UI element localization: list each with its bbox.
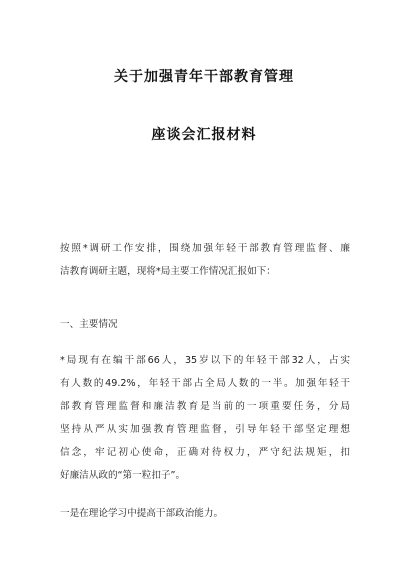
section-heading-text: 一、主要情况 (60, 319, 118, 330)
body-paragraph (60, 349, 350, 487)
document-title-line-1: 关于加强青年干部教育管理 (114, 69, 294, 85)
intro-paragraph (60, 237, 350, 283)
intro-line: 按照*调研工作安排，围绕加强年轻干部教育管理监督、廉 (60, 243, 350, 254)
closing-line: 一是在理论学习中提高干部政治能力。 (60, 508, 224, 519)
body-line: 好廉洁从政的“第一粒扣子”。 (60, 470, 186, 481)
closing-paragraph (60, 502, 350, 525)
body-line: 部教育管理监督和廉洁教育是当前的一项重要任务，分局 (60, 401, 350, 412)
intro-line: 洁教育调研主题，现将*局主要工作情况汇报如下： (60, 266, 276, 277)
body-line: 坚持从严从实加强教育管理监督，引导年轻干部坚定理想 (60, 424, 350, 435)
document-title-line-2: 座谈会汇报材料 (151, 127, 257, 143)
body-line: 有人数的49.2%，年轻干部占全局人数的一半。加强年轻干 (60, 378, 350, 389)
section-heading (60, 313, 350, 336)
body-line: *局现有在编干部66人，35岁以下的年轻干部32人，占实 (60, 355, 350, 366)
body-line: 信念，牢记初心使命，正确对待权力，严守纪法规矩，扣 (60, 447, 350, 458)
